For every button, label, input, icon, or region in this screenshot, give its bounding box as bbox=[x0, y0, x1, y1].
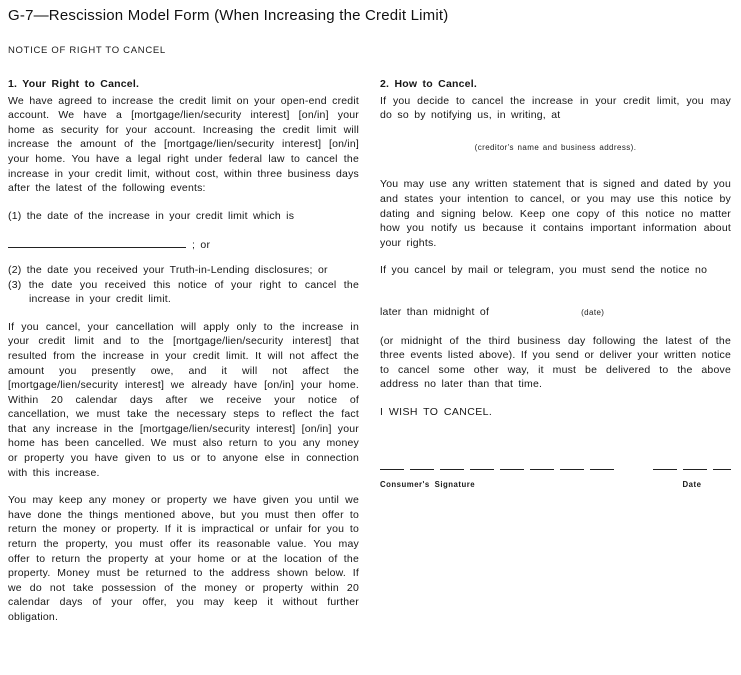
left-column bbox=[8, 77, 359, 625]
section-2-heading: 2. How to Cancel. bbox=[380, 78, 477, 90]
deadline-continuation-paragraph: (or midnight of the third business day following the latest of the three events listed above). If you send or deliver your written notice to cancel some other way, it must be delivered to the above address no later than that time. bbox=[380, 334, 731, 391]
mail-telegram-lead-line: If you cancel by mail or telegram, you must send the notice no bbox=[380, 264, 708, 277]
signature-block bbox=[380, 469, 731, 493]
section-1-paragraph-2: If you cancel, your cancellation will apply only to the increase in your credit limit and to the [mortgage/lien/security interest] that resulted from the increase in your credit limit. It will not affect the amount you presently owe, and it will not affect the [mortgage/lien/security interest] we already have [on/in] your home. Within 20 calendar days after we receive your notice of cancellation, we must take the necessary steps to reflect the fact that any increase in the [mortgage/lien/security interest] [on/in] your home has been cancelled. We must also return to you any money or property you have given to us or to anyone else in connection with this increase. bbox=[8, 320, 359, 479]
consumer-signature-label: Consumer's Signature bbox=[380, 479, 476, 489]
notice-heading: NOTICE OF RIGHT TO CANCEL bbox=[8, 45, 166, 56]
list-item-2: (2) the date you received your Truth-in-Lending disclosures; or bbox=[8, 263, 328, 276]
deadline-prefix-text: later than midnight of bbox=[380, 305, 490, 318]
deadline-row bbox=[380, 305, 731, 321]
section-1-heading: 1. Your Right to Cancel. bbox=[8, 78, 140, 90]
two-column-body bbox=[8, 77, 732, 625]
wish-to-cancel-statement: I WISH TO CANCEL. bbox=[380, 405, 493, 418]
section-1-paragraph-3: You may keep any money or property we have given you until we have done the things mentioned above, but you must then offer to return the money or property. If it is impractical or unfair for you to return the property, you must offer its reasonable value. You may offer to return the property at your home or at the location of the property. Money must be returned to the address shown below. If we do not take possession of the money or property within 20 calendar days of your offer, you may keep it without further obligation. bbox=[8, 494, 359, 623]
creditor-name-address-placeholder: (creditor's name and business address). bbox=[474, 142, 637, 152]
date-signature-line[interactable] bbox=[653, 469, 731, 470]
date-label: Date bbox=[682, 479, 702, 489]
consumer-signature-line[interactable] bbox=[380, 469, 617, 470]
list-item-3: (3) the date you received this notice of your right to cancel the increase in your credit limit. bbox=[8, 278, 359, 306]
increase-date-blank-field[interactable] bbox=[8, 239, 186, 248]
section-2-paragraph-1: If you decide to cancel the increase in your credit limit, you may do so by notifying us, in writing, at bbox=[380, 94, 731, 122]
section-2-paragraph-2: You may use any written statement that is signed and dated by you and states your intention to cancel, or you may use this notice by dating and signing below. Keep one copy of this notice no matter how you notify us because it contains important information about your rights. bbox=[380, 178, 731, 249]
signature-labels-row bbox=[380, 478, 731, 493]
signature-lines-row bbox=[380, 469, 731, 470]
list-item-1: (1) the date of the increase in your credit limit which is bbox=[8, 209, 295, 222]
label-spacer bbox=[617, 478, 653, 493]
date-field-label: (date) bbox=[581, 307, 605, 317]
section-1-paragraph-1: We have agreed to increase the credit limit on your open-end credit account. We have a [mortgage/lien/security interest] [on/in] your home as security for your account. Increasing the credit limit will increase the amount of the [mortgage/lien/security interest] [on/in] your home. You have a legal right under federal law to cancel the increase in your credit limit, without cost, within three business days after the latest of the following events: bbox=[8, 94, 359, 195]
form-title: G-7—Rescission Model Form (When Increasing the Credit Limit) bbox=[8, 7, 449, 24]
right-column bbox=[380, 77, 731, 625]
blank-suffix-text: ; or bbox=[192, 239, 211, 252]
increase-date-blank-row bbox=[8, 238, 359, 253]
